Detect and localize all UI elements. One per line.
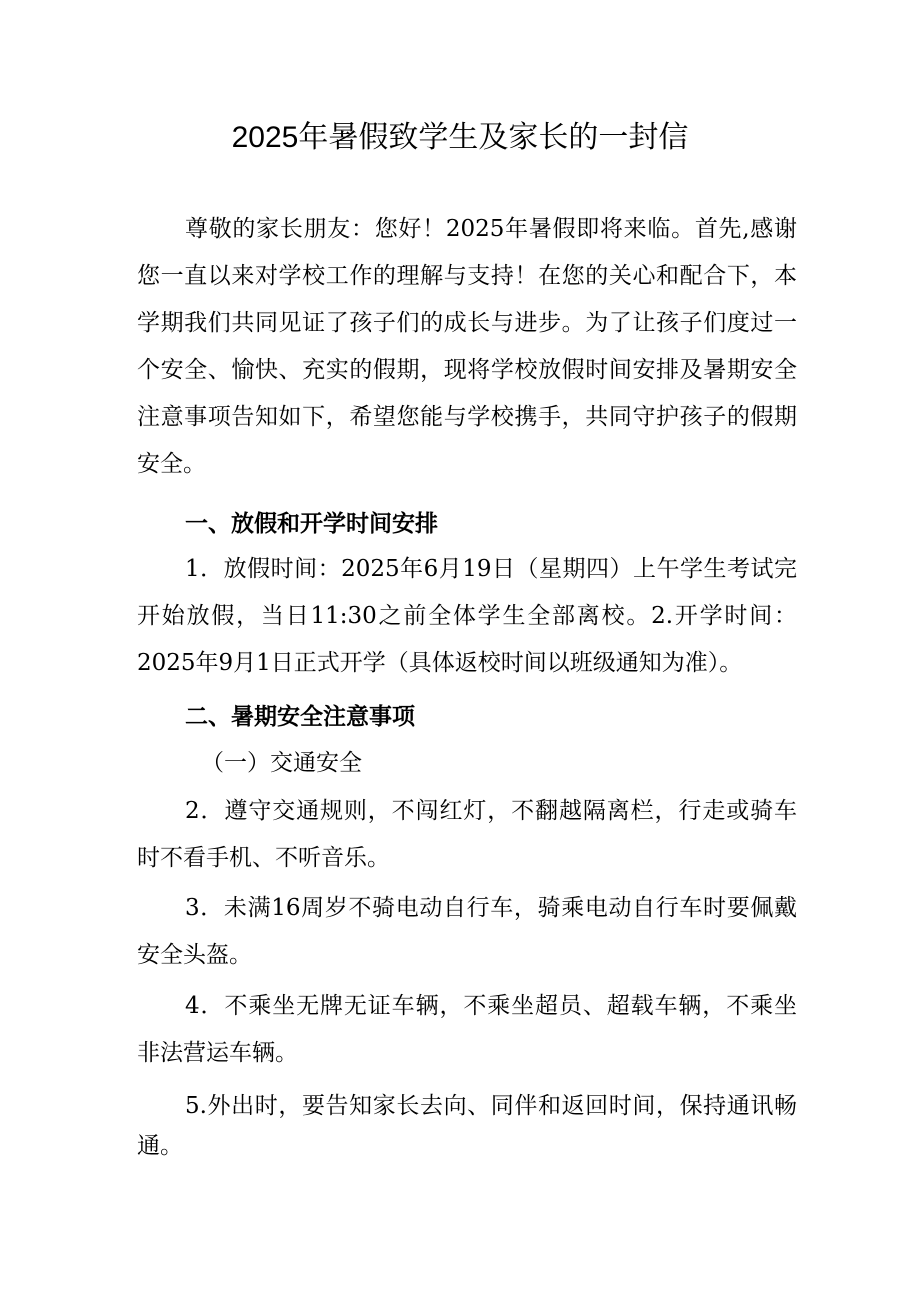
section-heading-schedule: 一、放假和开学时间安排 bbox=[185, 510, 438, 537]
schedule-paragraph: 1．放假时间：2025年6月19日（星期四）上午学生考试完开始放假，当日11:30之前全体学生全部离校。2.开学时间：2025年9月1日正式开学（具体返校时间以班级通知为准）。 bbox=[137, 556, 797, 676]
list-item-going-out: 5.外出时，要告知家长去向、同伴和返回时间，保持通讯畅通。 bbox=[137, 1093, 797, 1159]
intro-paragraph: 尊敬的家长朋友：您好！2025年暑假即将来临。首先,感谢您一直以来对学校工作的理解与支持！在您的关心和配合下，本学期我们共同见证了孩子们的成长与进步。为了让孩子们度过一个安全、愉快、充实的假期，现将学校放假时间安排及暑期安全注意事项告知如下，希望您能与学校携手，共同守护孩子的假期安全。 bbox=[137, 216, 797, 477]
document-title: 2025年暑假致学生及家长的一封信 bbox=[231, 121, 689, 154]
section-heading-safety: 二、暑期安全注意事项 bbox=[185, 703, 415, 730]
subsection-heading-traffic: （一）交通安全 bbox=[201, 750, 362, 776]
list-item-traffic-rules: 2．遵守交通规则，不闯红灯，不翻越隔离栏，行走或骑车时不看手机、不听音乐。 bbox=[137, 798, 797, 871]
list-item-vehicles: 4．不乘坐无牌无证车辆，不乘坐超员、超载车辆，不乘坐非法营运车辆。 bbox=[137, 993, 797, 1066]
list-item-e-bike: 3．未满16周岁不骑电动自行车，骑乘电动自行车时要佩戴安全头盔。 bbox=[137, 895, 797, 968]
